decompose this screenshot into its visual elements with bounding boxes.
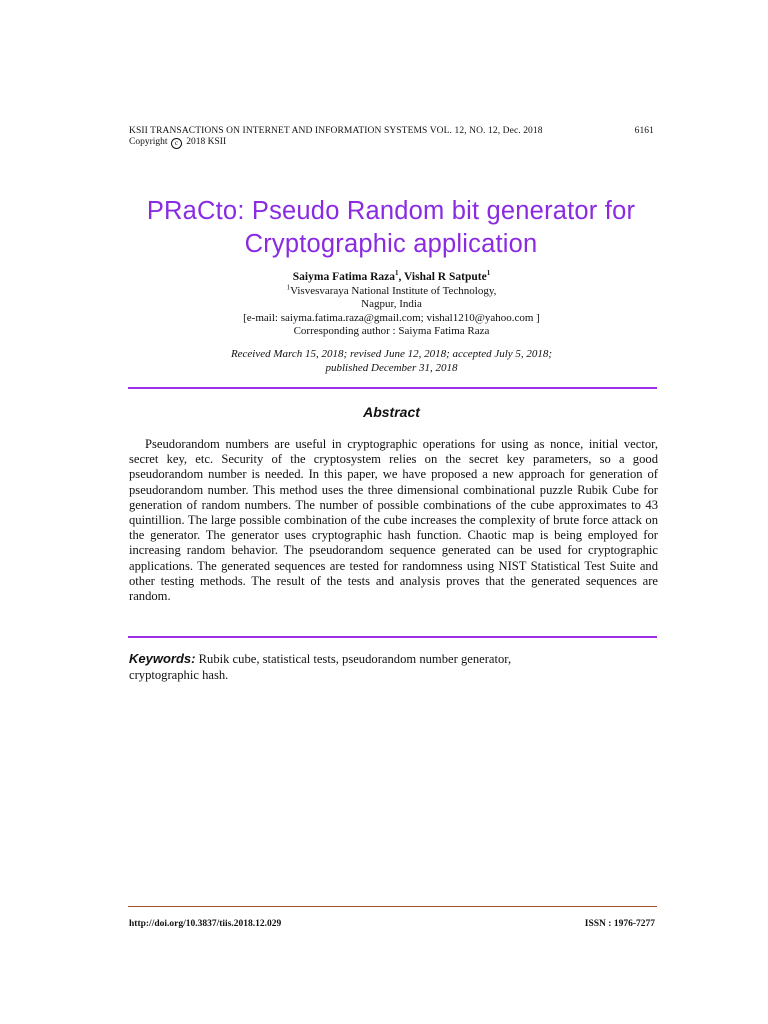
affiliation-mark: 1 xyxy=(286,282,291,291)
abstract-body: Pseudorandom numbers are useful in cryptographic operations for using as nonce, initial vector, secret key, etc. Security of the cryptosystem relies on the secret key parameters, so a good pseudorandom number is needed. In this paper, we have proposed a new approach for generation of pseudorandom number. This method uses the three dimensional combinational puzzle Rubik Cube for generation of random numbers. The number of possible combinations of the cube approximates to 43 quintillion. The large possible combination of the cube increases the complexity of brute force attack on the generator. The generator uses cryptographic hash function. Chaotic map is being employed for increasing random behavior. The pseudorandom sequence generated can be used for cryptographic applications. The generated sequences are tested for randomness using NIST Statistical Test Suite and other testing methods. The result of the tests and analysis proves that the generated sequences are random. xyxy=(129,437,658,604)
title-line-1: PRaCto: Pseudo Random bit generator for xyxy=(146,197,636,225)
author-1: Saiyma Fatima Raza xyxy=(292,271,395,283)
received-dates xyxy=(129,348,654,375)
journal-name: KSII TRANSACTIONS ON INTERNET AND INFORMATION SYSTEMS VOL. 12, NO. 12, Dec. 2018 xyxy=(129,126,543,136)
author-separator: , xyxy=(398,271,405,283)
author-block xyxy=(129,271,654,339)
author-1-affil-mark: 1 xyxy=(395,269,399,278)
keywords-label: Keywords: xyxy=(129,651,196,666)
location: Nagpur, India xyxy=(361,298,422,310)
received-line-2: published December 31, 2018 xyxy=(325,361,458,374)
affiliation-text: Visvesvaraya National Institute of Technology, xyxy=(290,284,497,297)
received-line-1: Received March 15, 2018; revised June 12, 2018; accepted July 5, 2018; xyxy=(230,348,553,360)
author-names xyxy=(129,271,654,285)
title-line-2: Cryptographic application xyxy=(244,230,538,258)
abstract-top-rule xyxy=(128,387,657,389)
author-2: Vishal R Satpute xyxy=(404,271,487,283)
doi-link[interactable]: http://doi.org/10.3837/tiis.2018.12.029 xyxy=(129,919,282,929)
copyright-line xyxy=(129,137,226,149)
abstract-heading: Abstract xyxy=(363,404,420,420)
copyright-icon: c xyxy=(171,138,182,149)
page-number: 6161 xyxy=(634,126,654,136)
author-emails: [e-mail: saiyma.fatima.raza@gmail.com; vishal1210@yahoo.com ] xyxy=(243,311,540,324)
keywords-block xyxy=(129,651,654,683)
copyright-prefix: Copyright xyxy=(129,137,168,147)
copyright-suffix: 2018 KSII xyxy=(186,137,227,147)
affiliation xyxy=(129,282,654,299)
abstract-bottom-rule xyxy=(128,636,657,638)
paper-title xyxy=(100,195,682,261)
keywords-text-1: Rubik cube, statistical tests, pseudorandom number generator, xyxy=(195,652,512,666)
author-2-affil-mark: 1 xyxy=(486,269,491,278)
corresponding-author: Corresponding author : Saiyma Fatima Raza xyxy=(293,325,490,337)
issn: ISSN : 1976-7277 xyxy=(584,919,655,929)
keywords-line-2: cryptographic hash. xyxy=(129,667,229,682)
footer-rule xyxy=(128,906,657,907)
keywords-line-1 xyxy=(129,651,654,668)
